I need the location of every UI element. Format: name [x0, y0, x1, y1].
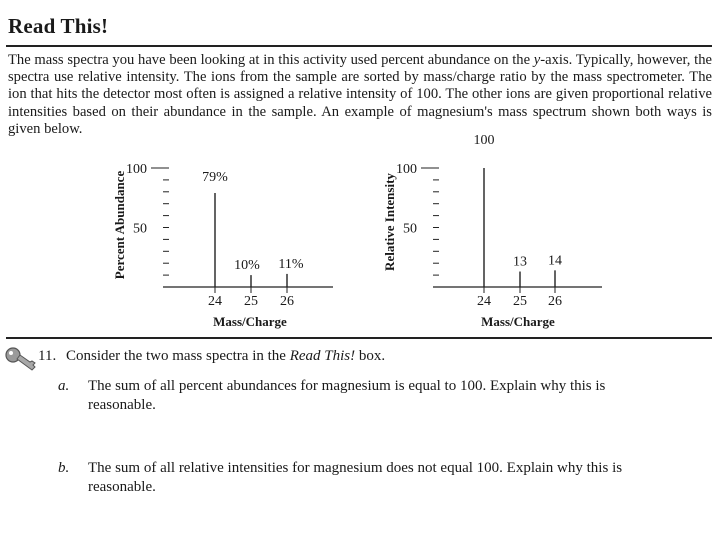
- x-tick-label: 25: [513, 294, 527, 309]
- data-label: 10%: [234, 258, 260, 274]
- item-text-continued: reasonable.: [88, 397, 156, 413]
- intro-text-1: The mass spectra you have been looking at in this activity used percent abundance on the: [8, 52, 534, 68]
- question-number: 11.: [38, 348, 57, 364]
- y-tick-label: 100: [126, 162, 147, 177]
- item-letter: a.: [58, 378, 70, 394]
- y-axis-label: Percent Abundance: [112, 170, 127, 280]
- data-label: 11%: [278, 256, 304, 272]
- x-axis-label: Mass/Charge: [213, 314, 287, 329]
- data-label: 100: [473, 133, 495, 148]
- bottom-divider: [6, 337, 712, 339]
- y-tick-label: 50: [403, 221, 417, 237]
- y-tick-label: 50: [133, 221, 147, 237]
- y-axis-letter: y: [533, 52, 541, 68]
- item-text: The sum of all percent abundances for magnesium is equal to 100. Explain why this is: [88, 378, 606, 394]
- item-letter: b.: [58, 460, 70, 476]
- section-title: Read This!: [8, 14, 109, 38]
- x-tick-label: 24: [208, 294, 222, 309]
- y-axis-label: Relative Intensity: [382, 173, 397, 271]
- x-tick-label: 24: [477, 294, 491, 309]
- question-item-b: [58, 459, 698, 497]
- item-text-continued: reasonable.: [88, 479, 156, 495]
- item-text: The sum of all relative intensities for magnesium does not equal 100. Explain why this is: [88, 460, 623, 476]
- x-tick-label: 26: [548, 294, 562, 309]
- y-tick-label: 100: [396, 162, 417, 177]
- x-tick-label: 26: [280, 294, 294, 309]
- question-item-a: [58, 377, 698, 415]
- key-icon: [4, 346, 38, 374]
- data-label: 13: [513, 254, 527, 270]
- data-label: 14: [548, 253, 562, 269]
- question-text: Consider the two mass spectra in the Read This! box.: [66, 348, 386, 364]
- data-label: 79%: [202, 169, 228, 185]
- x-axis-label: Mass/Charge: [481, 314, 555, 329]
- x-tick-label: 25: [244, 294, 258, 309]
- read-this-reference: Read This!: [289, 348, 356, 364]
- intro-text-2: -axis. Typically, however, the spectra use relative intensity. The ions from the sample are sorted by mass/charge ratio by the mass spectrometer. The ion that hits the detector most often is assigned a relative intensity of 100. The other ions are given proportional relative intensities based on their abundance in the sample. An example of magnesium's mass spectrum shown both ways is given below.: [8, 52, 712, 137]
